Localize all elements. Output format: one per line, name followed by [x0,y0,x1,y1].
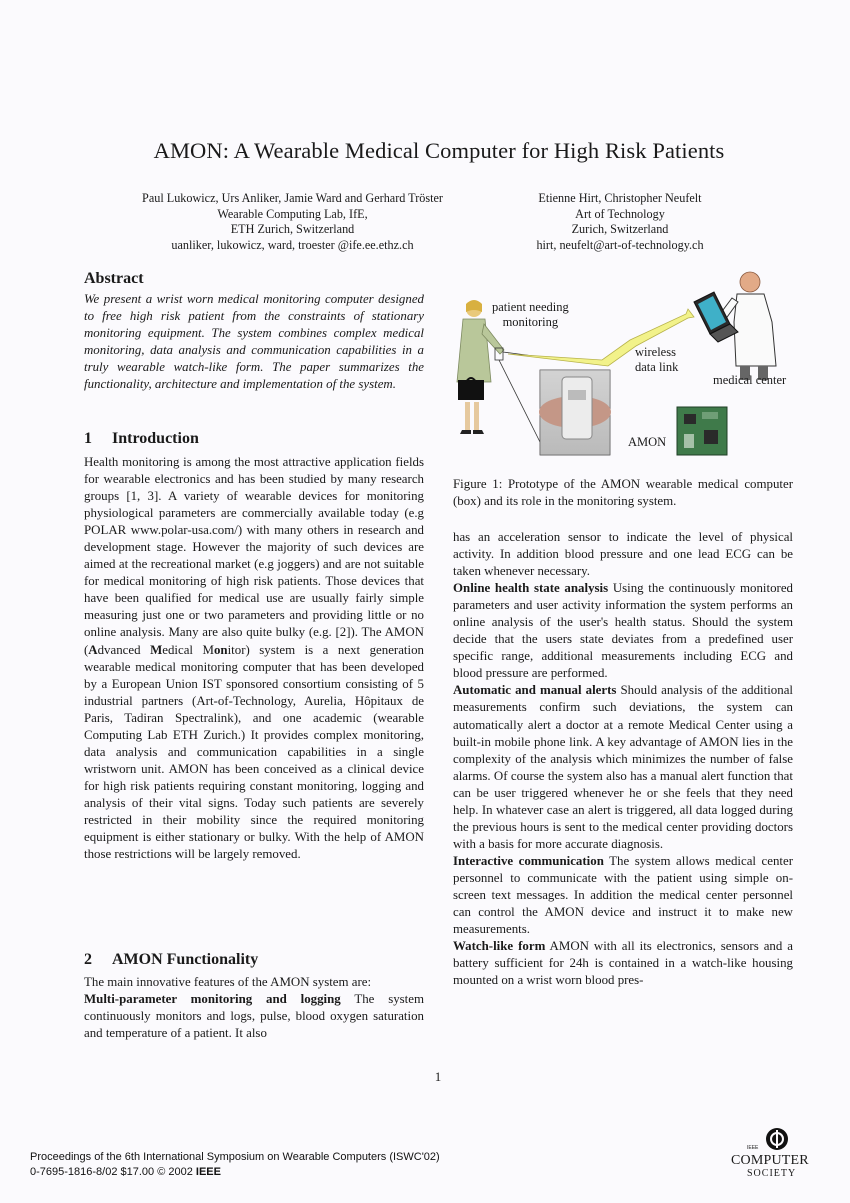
logo-society-text: SOCIETY [747,1168,797,1179]
author-names-left: Paul Lukowicz, Urs Anliker, Jamie Ward and Gerhard Tröster [142,191,443,205]
introduction-text: Health monitoring is among the most attractive application fields for wearable electronics and has been studied by many research groups [1, 3]. A variety of wearable devices for monitoring physiological parameters are commercially available today (e.g POLAR www.polar-usa.com/) with many others in research and development stage. However the majority of such devices are aimed at the recreational market (e.g joggers) and are not suitable for medical monitoring of high risk patients. Those devices that have been qualified for medical use are usually fairly simple measuring just one or two parameters and providing little or no online analysis. Many are also quite bulky (e.g. [2]). The AMON (Advanced Medical Monitor) system is a next generation wearable medical monitoring computer that has been developed by a European Union IST sponsored consortium consisting of 5 industrial partners (Art-of-Technology, Aurelia, Hôpitaux de Paris, Tadiran Spectralink), and one academic (wearable Computing Lab ETH Zurich.) It provides complex monitoring, data analysis and communication capabilities in a single wristworn unit. AMON has been conceived as a clinical device for high risk patients requiring constant monitoring, logging and analysis of their vital signs. Today such patients are severely restricted in their mobility since the required monitoring equipment is either stationary or bulky. With the help of AMON those restrictions will be largely removed. [84,455,424,862]
functionality-text-right: has an acceleration sensor to indicate the level of physical activity. In addition blood pressure and one lead ECG can be taken whenever necessary. Online health state analysis Using the continuously monitored parameters and user activity information the system performs an online analysis of the user's health status. Should the system decide that the users state deviates from a predefined user specific range, additional measurements including ECG and blood pressure are performed. Automatic and manual alerts Should analysis of the additional measurements confirm such deviations, the system can automatically alert a doctor at a remote Medical Center using a built-in mobile phone link. A key advantage of AMON lies in the complexity of the analysis which minimizes the number of false alarms. Of course the system also has a manual alert function that can be user triggered whenever he or she feels that they need help. In whatever case an alert is triggered, all data logged during the previous hours is sent to the medical center providing doctors with a basis for more accurate diagnosis. Interactive communication The system allows medical center personnel to communicate with the patient using simple on-screen text messages. In addition the medical center personnel can control the AMON device and instruct it to make new measurements. Watch-like form AMON with all its electronics, sensors and a battery sufficient for 24h is contained in a watch-like housing mounted on a wrist worn blood pres- [453,530,794,988]
affiliation-left: Wearable Computing Lab, IfE, [217,206,368,221]
location-left: ETH Zurich, Switzerland [230,222,355,236]
label-patient: patient needing monitoring [492,300,569,329]
authors-left [95,191,490,253]
logo-ieee-text: IEEE [747,1145,759,1151]
abstract-text: We present a wrist worn medical monitoring computer designed to free high risk patient from the constraints of stationary monitoring equipment. The system combines complex medical monitoring, data analysis and communication capabilities in a truly wearable watch-like form. The paper summarizes the functionality, architecture and implementation of the system. [84,292,424,392]
email-left: uanliker, lukowicz, ward, troester @ife.ee.ethz.ch [171,237,414,252]
label-medical-center: medical center [713,373,787,387]
location-right: Zurich, Switzerland [571,222,669,236]
label-wireless: wireless data link [635,345,679,374]
abstract-heading: Abstract [84,270,144,287]
author-names-right: Etienne Hirt, Christopher Neufelt [538,191,702,205]
pcb-board [677,407,727,455]
ieee-cs-emblem-icon [765,1127,789,1151]
logo-computer-text: COMPUTER [731,1153,809,1168]
label-amon: AMON [628,435,667,449]
footer-isbn: 0-7695-1816-8/02 $17.00 © 2002 IEEE [30,1166,221,1178]
email-right: hirt, neufelt@art-of-technology.ch [536,237,704,252]
functionality-text-left: The main innovative features of the AMON system are: Multi-parameter monitoring and logging The system continuously monitors and logs, pulse, blood oxygen saturation and temperature of a patient. It also [84,975,425,1041]
page-number: 1 [434,1069,442,1084]
paper-title: AMON: A Wearable Medical Computer for High Risk Patients [153,138,725,163]
authors-right [505,191,735,253]
section-2-heading: 2 AMON Functionality [84,951,259,968]
figure-1 [452,262,797,462]
computer-society-logo [725,1125,825,1185]
footer-proceedings: Proceedings of the 6th International Symposium on Wearable Computers (ISWC'02) [30,1151,440,1163]
figure-1-caption: Figure 1: Prototype of the AMON wearable medical computer (box) and its role in the monitoring system. [453,477,793,509]
affiliation-right: Art of Technology [575,206,665,221]
section-1-heading: 1 Introduction [84,430,199,447]
figure-1-illustration [452,262,797,462]
wrist-photo [539,370,611,455]
